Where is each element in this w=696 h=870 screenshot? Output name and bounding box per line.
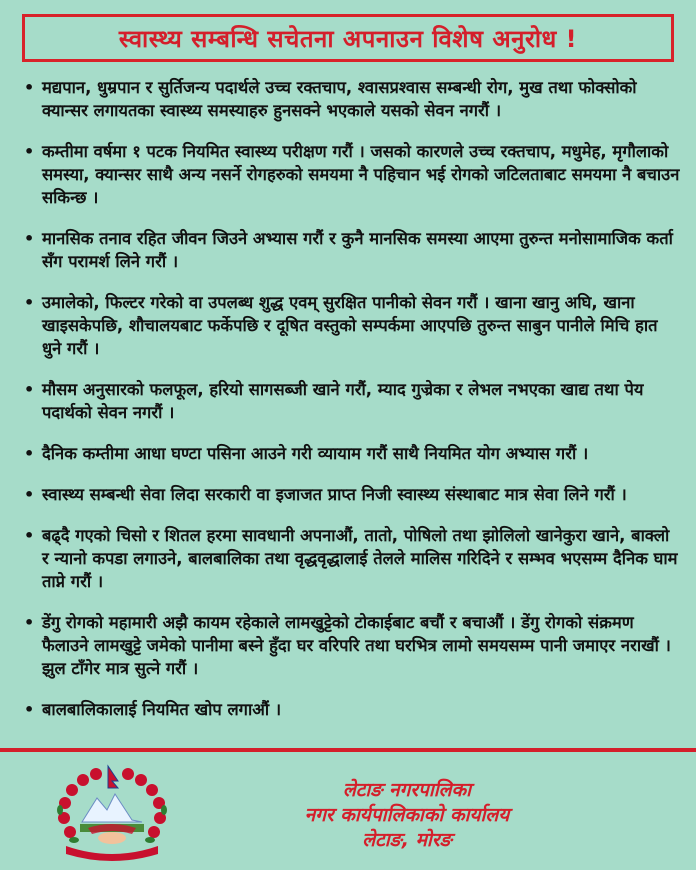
list-item	[20, 378, 680, 424]
list-item	[20, 524, 680, 593]
bullet-icon: •	[24, 613, 35, 632]
list-item-text: मद्यपान, धुम्रपान र सुर्तिजन्य पदार्थले उच्च रक्तचाप, श्वासप्रश्वास सम्बन्धी रोग, मुख तथा फोक्सोको क्यान्सर लगायतका स्वास्थ्य समस्याहरु हुनसक्ने भएकाले यसको सेवन नगरौं ।	[42, 78, 637, 120]
list-item-text: मौसम अनुसारको फलफूल, हरियो सागसब्जी खाने गरौं, म्याद गुज्रेका र लेभल नभएका खाद्य तथा पेय पदार्थको सेवन नगरौं ।	[42, 380, 644, 422]
list-item-text: बालबालिकालाई नियमित खोप लगाऔं ।	[42, 700, 282, 719]
list-item-text: दैनिक कम्तीमा आधा घण्टा पसिना आउने गरी व्यायाम गरौं साथै नियमित योग अभ्यास गरौं ।	[42, 444, 589, 463]
list-item	[20, 442, 680, 465]
office-name: नगर कार्यपालिकाको कार्यालय	[304, 804, 510, 826]
municipality-office-block	[262, 778, 552, 853]
bullet-icon: •	[24, 78, 35, 97]
bullet-icon: •	[24, 229, 35, 248]
bullet-icon: •	[24, 526, 35, 545]
list-item-text: मानसिक तनाव रहित जीवन जिउने अभ्यास गरौं र कुनै मानसिक समस्या आएमा तुरुन्त मनोसामाजिक कर्ता सँग परामर्श लिने गरौं ।	[42, 229, 673, 271]
list-item	[20, 291, 680, 360]
list-item	[20, 611, 680, 680]
list-item-text: डेंगु रोगको महामारी अझै कायम रहेकाले लामखुट्टेको टोकाईबाट बचौं र बचाऔं । डेंगु रोगको संक्रमण फैलाउने लामखुट्टे जमेको पानीमा बस्ने हुँदा घर वरिपरि तथा घरभित्र लामो समयसम्म पानी जमाएर नराखौं । झुल टाँगेर मात्र सुत्ने गरौं ।	[42, 613, 671, 678]
bullet-icon: •	[24, 444, 35, 463]
office-location: लेटाङ, मोरङ	[362, 829, 452, 851]
list-item-text: कम्तीमा वर्षमा १ पटक नियमित स्वास्थ्य परीक्षण गरौं । जसको कारणले उच्च रक्तचाप, मधुमेह, मृगौलाको समस्या, क्यान्सर साथै अन्य नसर्ने रोगहरुको समयमा नै पहिचान भई रोगको जटिलताबाट समयमा नै बचाउन सकिन्छ ।	[42, 142, 680, 207]
list-item-text: स्वास्थ्य सम्बन्धी सेवा लिदा सरकारी वा इजाजत प्राप्त निजी स्वास्थ्य संस्थाबाट मात्र सेवा लिने गरौं ।	[42, 485, 627, 504]
bullet-icon: •	[24, 380, 35, 399]
list-item	[20, 140, 680, 209]
nepal-emblem-icon	[52, 762, 172, 862]
red-divider	[0, 748, 696, 752]
bullet-icon: •	[24, 142, 35, 161]
bullet-icon: •	[24, 293, 35, 312]
list-item	[20, 483, 680, 506]
notice-title-box	[22, 14, 674, 62]
list-item-text: उमालेको, फिल्टर गरेको वा उपलब्ध शुद्ध एवम् सुरक्षित पानीको सेवन गरौं । खाना खानु अघि, खाना खाइसकेपछि, शौचालयबाट फर्केपछि र दूषित वस्तुको सम्पर्कमा आएपछि तुरुन्त साबुन पानीले मिचि हात धुने गरौं ।	[42, 293, 658, 358]
notice-title: स्वास्थ्य सम्बन्धि सचेतना अपनाउन विशेष अनुरोध !	[118, 24, 578, 53]
list-item-text: बढ्दै गएको चिसो र शितल हरमा सावधानी अपनाऔं, तातो, पोषिलो तथा झोलिलो खानेकुरा खाने, बाक्लो र न्यानो कपडा लगाउने, बालबालिका तथा वृद्धवृद्धालाई तेलले मालिस गरिदिने र सम्भव भएसम्म दैनिक घाम ताप्ने गरौं ।	[42, 526, 678, 591]
advice-list	[20, 76, 680, 739]
municipality-name: लेटाङ नगरपालिका	[342, 779, 472, 801]
bullet-icon: •	[24, 485, 35, 504]
bullet-icon: •	[24, 700, 35, 719]
list-item	[20, 698, 680, 721]
list-item	[20, 227, 680, 273]
list-item	[20, 76, 680, 122]
